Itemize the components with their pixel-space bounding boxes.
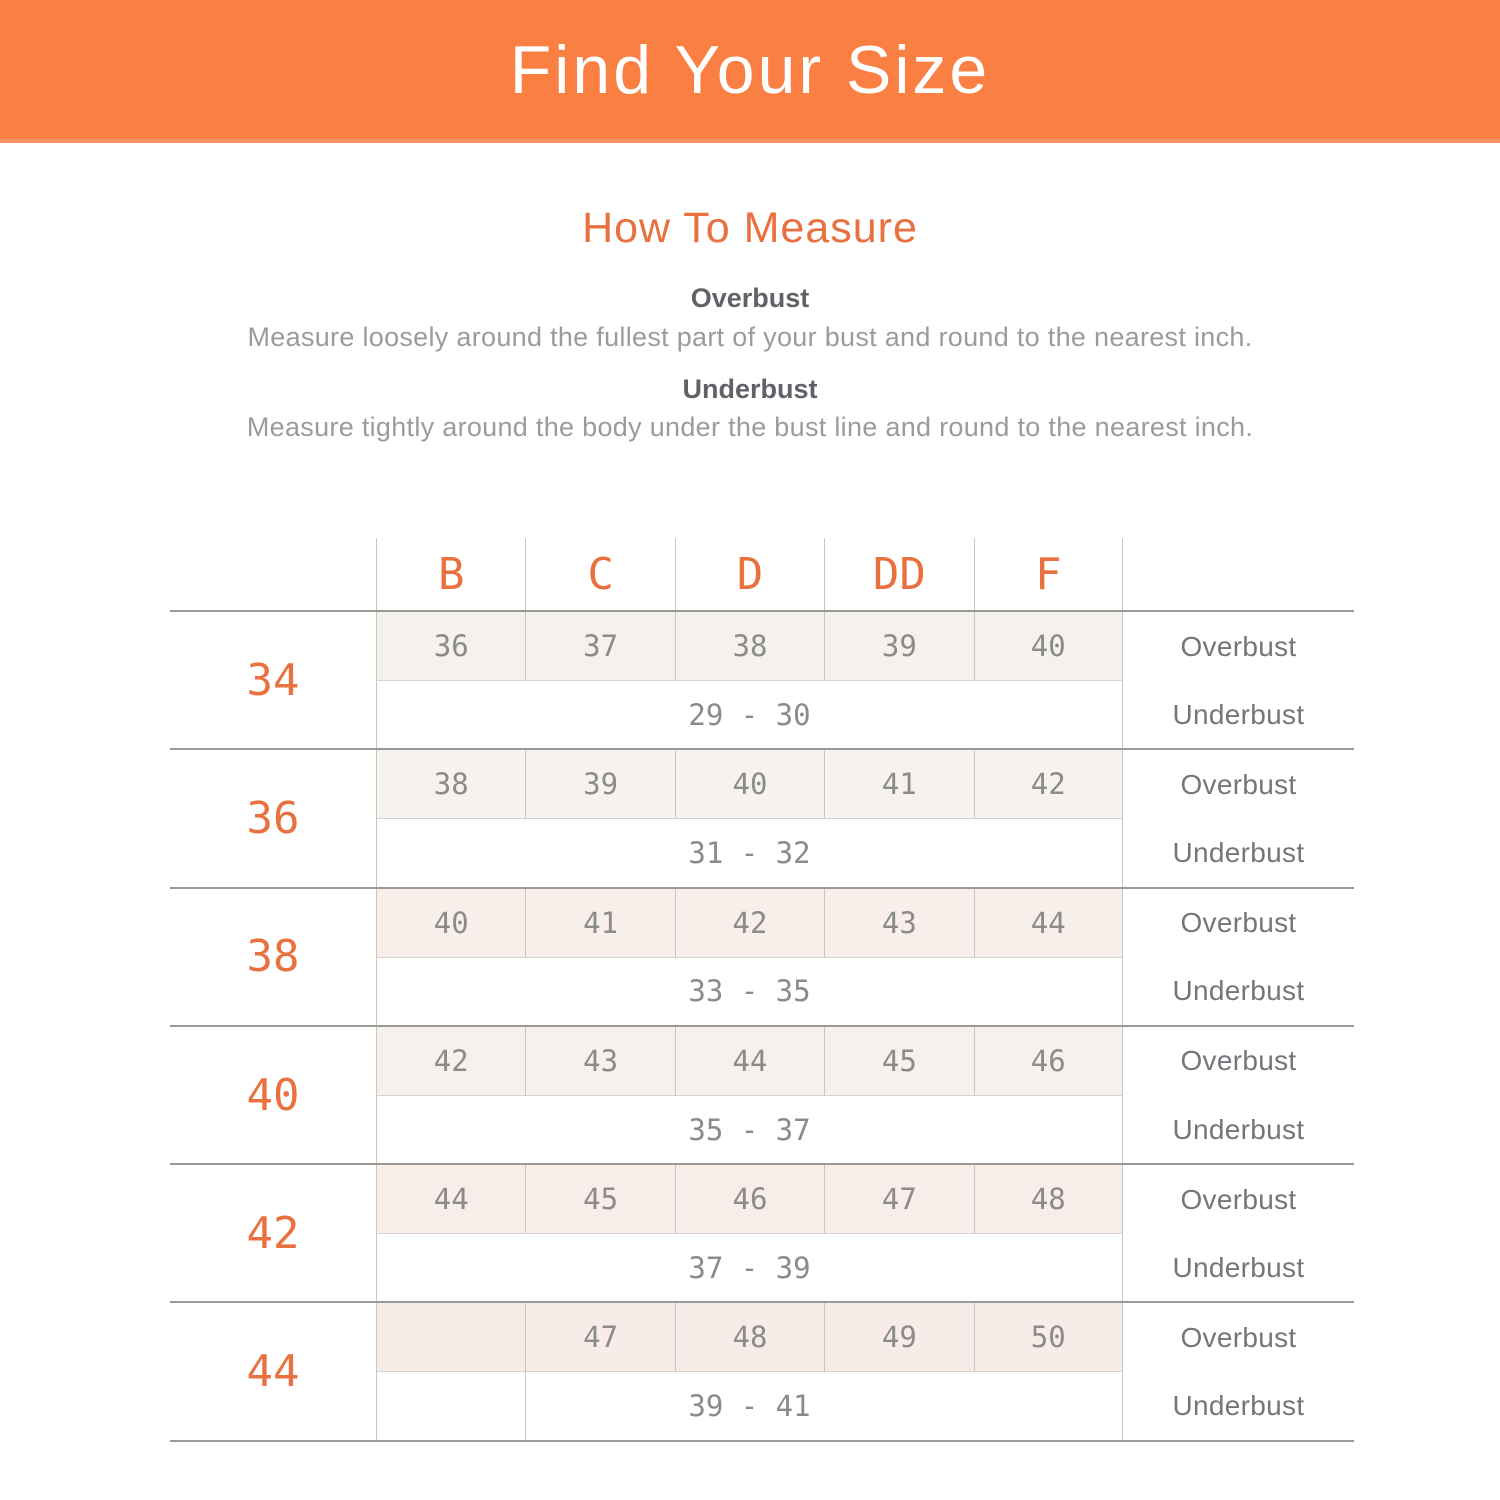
band-size-label: 36 [246, 792, 300, 844]
overbust-cell: 46 [974, 1027, 1123, 1096]
overbust-cell: 43 [824, 889, 973, 958]
underbust-range-cell: 31 - 32 [376, 819, 1123, 886]
overbust-cell: 50 [974, 1303, 1123, 1372]
cup-header-c: C [525, 538, 674, 610]
band-size-label: 38 [246, 931, 300, 983]
overbust-cell: 45 [525, 1165, 674, 1234]
overbust-cell: 39 [824, 612, 973, 681]
overbust-row-label: Overbust [1180, 907, 1297, 939]
overbust-cell: 44 [675, 1027, 824, 1096]
overbust-cell: 44 [974, 889, 1123, 958]
underbust-row-label: Underbust [1172, 1113, 1305, 1145]
overbust-cell: 49 [824, 1303, 973, 1372]
band-size-label: 42 [246, 1207, 300, 1259]
overbust-cell: 42 [376, 1027, 525, 1096]
overbust-cell: 46 [675, 1165, 824, 1234]
underbust-row-label: Underbust [1172, 975, 1305, 1007]
underbust-range-cell: 39 - 41 [376, 1372, 1123, 1439]
cup-header-row [170, 538, 1354, 610]
overbust-cell: 47 [525, 1303, 674, 1372]
overbust-cell: 37 [525, 612, 674, 681]
overbust-cell-empty [376, 1303, 525, 1372]
table-row-band-44 [170, 1301, 1354, 1439]
underbust-row-label: Underbust [1172, 698, 1305, 730]
underbust-section-description: Measure tightly around the body under the bust line and round to the nearest inch. [246, 412, 1254, 442]
overbust-cell: 40 [376, 889, 525, 958]
cup-header-b: B [376, 538, 525, 610]
overbust-row-label: Overbust [1180, 1321, 1297, 1353]
band-size-label: 44 [246, 1346, 300, 1398]
page-banner [0, 0, 1500, 143]
page-title: Find Your Size [509, 31, 991, 108]
overbust-row-label: Overbust [1180, 630, 1297, 662]
corner-spacer [170, 538, 376, 610]
overbust-cell: 48 [675, 1303, 824, 1372]
cup-header-f: F [974, 538, 1123, 610]
how-to-measure-title: How To Measure [582, 204, 918, 252]
overbust-cell: 38 [675, 612, 824, 681]
underbust-section-label: Underbust [682, 374, 818, 404]
overbust-section-description: Measure loosely around the fullest part of your bust and round to the nearest inch. [247, 322, 1253, 352]
cup-header-d: D [675, 538, 824, 610]
overbust-cell: 39 [525, 750, 674, 819]
overbust-cell: 36 [376, 612, 525, 681]
table-row-band-36 [170, 748, 1354, 886]
overbust-row-label: Overbust [1180, 1183, 1297, 1215]
overbust-cell: 45 [824, 1027, 973, 1096]
underbust-row-label: Underbust [1172, 1390, 1305, 1422]
table-row-band-38 [170, 887, 1354, 1025]
overbust-cell: 41 [824, 750, 973, 819]
overbust-cell: 42 [974, 750, 1123, 819]
overbust-cell: 40 [675, 750, 824, 819]
overbust-cell: 40 [974, 612, 1123, 681]
overbust-cell: 47 [824, 1165, 973, 1234]
underbust-row-label: Underbust [1172, 1251, 1305, 1283]
table-row-band-34 [170, 610, 1354, 748]
overbust-row-label: Overbust [1180, 768, 1297, 800]
overbust-row-label: Overbust [1180, 1045, 1297, 1077]
cup-header-dd: DD [824, 538, 973, 610]
header-spacer [1123, 538, 1354, 610]
overbust-cell: 42 [675, 889, 824, 958]
overbust-cell: 44 [376, 1165, 525, 1234]
overbust-cell: 41 [525, 889, 674, 958]
underbust-row-label: Underbust [1172, 836, 1305, 868]
overbust-cell: 48 [974, 1165, 1123, 1234]
table-row-band-42 [170, 1163, 1354, 1301]
overbust-cell: 38 [376, 750, 525, 819]
underbust-range-cell: 35 - 37 [376, 1096, 1123, 1163]
size-table [170, 538, 1354, 1442]
overbust-section-label: Overbust [690, 283, 810, 313]
overbust-cell: 43 [525, 1027, 674, 1096]
underbust-range-cell: 33 - 35 [376, 958, 1123, 1025]
band-size-label: 40 [246, 1069, 300, 1121]
band-size-label: 34 [246, 654, 300, 706]
underbust-range-cell: 37 - 39 [376, 1234, 1123, 1301]
underbust-range-cell: 29 - 30 [376, 681, 1123, 748]
table-row-band-40 [170, 1025, 1354, 1163]
